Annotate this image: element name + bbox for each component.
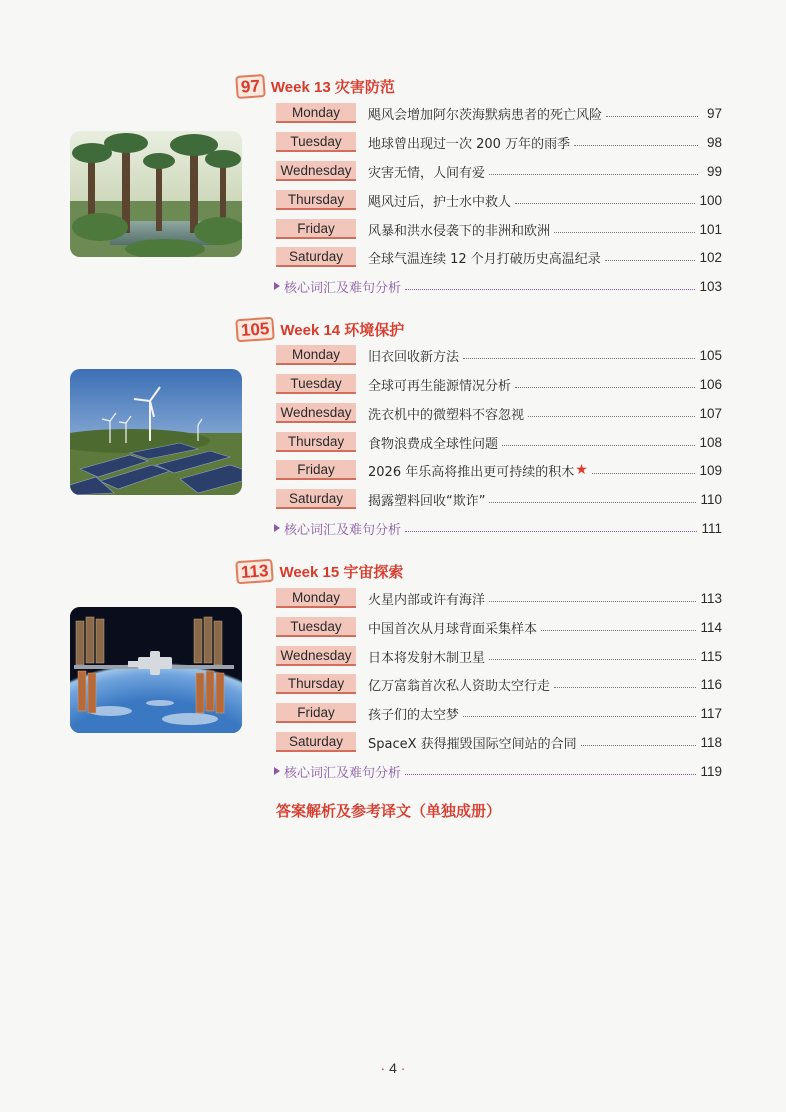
day-label: Saturday bbox=[276, 732, 356, 752]
toc-entry[interactable] bbox=[276, 673, 722, 695]
triangle-bullet-icon bbox=[274, 282, 280, 290]
page-number: 117 bbox=[700, 705, 722, 721]
toc-entry[interactable] bbox=[276, 160, 722, 182]
toc-entry[interactable] bbox=[276, 402, 722, 424]
dot-leader bbox=[554, 232, 695, 233]
dot-leader bbox=[405, 531, 697, 532]
dot-leader bbox=[489, 601, 696, 602]
day-label: Saturday bbox=[276, 247, 356, 267]
toc-entry[interactable] bbox=[276, 344, 722, 366]
vocab-entry[interactable] bbox=[274, 517, 722, 539]
day-label: Thursday bbox=[276, 674, 356, 694]
answers-section-title: 答案解析及参考译文（单独成册） bbox=[276, 802, 502, 820]
international-space-station-illustration bbox=[70, 607, 242, 733]
page-number: 98 bbox=[706, 134, 722, 150]
dot-leader bbox=[489, 659, 696, 660]
entry-title: 飓风过后，护士水中救人 bbox=[368, 194, 512, 210]
week-title: Week 14 环境保护 bbox=[280, 321, 405, 339]
page-badge: 105 bbox=[235, 316, 275, 342]
dot-leader bbox=[592, 473, 696, 474]
toc-entry[interactable] bbox=[276, 702, 722, 724]
entry-title: SpaceX 获得摧毁国际空间站的合同 bbox=[368, 736, 577, 752]
entry-title: 全球气温连续 12 个月打破历史高温纪录 bbox=[368, 251, 601, 267]
page-number: 101 bbox=[699, 221, 722, 237]
dot-leader bbox=[605, 260, 696, 261]
entry-title: 全球可再生能源情况分析 bbox=[368, 378, 512, 394]
folio-number: 4 bbox=[389, 1060, 397, 1076]
toc-entry[interactable] bbox=[276, 645, 722, 667]
dot-leader bbox=[405, 289, 695, 290]
folio-dot: · bbox=[380, 1060, 386, 1076]
day-label: Tuesday bbox=[276, 617, 356, 637]
entry-title: 2026 年乐高将推出更可持续的积木 bbox=[368, 464, 575, 480]
page-number: 107 bbox=[699, 405, 722, 421]
day-label: Tuesday bbox=[276, 132, 356, 152]
entry-title: 旧衣回收新方法 bbox=[368, 349, 460, 365]
dot-leader bbox=[463, 716, 696, 717]
page-number: 110 bbox=[700, 491, 722, 507]
day-label: Saturday bbox=[276, 489, 356, 509]
dot-leader bbox=[405, 774, 696, 775]
entry-title: 食物浪费成全球性问题 bbox=[368, 436, 499, 452]
dot-leader bbox=[574, 145, 698, 146]
vocab-label: 核心词汇及难句分析 bbox=[284, 522, 402, 538]
entry-title: 日本将发射木制卫星 bbox=[368, 650, 486, 666]
triangle-bullet-icon bbox=[274, 767, 280, 775]
day-label: Thursday bbox=[276, 190, 356, 210]
toc-entry[interactable] bbox=[276, 131, 722, 153]
toc-entry[interactable] bbox=[276, 373, 722, 395]
dot-leader bbox=[541, 630, 696, 631]
page-number: 111 bbox=[701, 520, 722, 536]
week-section-13 bbox=[236, 74, 726, 304]
page-number: 105 bbox=[699, 347, 722, 363]
page-number: 114 bbox=[700, 619, 722, 635]
week-title: Week 13 灾害防范 bbox=[270, 78, 395, 96]
toc-entry[interactable] bbox=[276, 488, 722, 510]
dot-leader bbox=[528, 416, 695, 417]
vocab-entry[interactable] bbox=[274, 760, 722, 782]
day-label: Monday bbox=[276, 103, 356, 123]
page-number: 97 bbox=[706, 105, 722, 121]
day-label: Monday bbox=[276, 345, 356, 365]
dot-leader bbox=[554, 687, 696, 688]
dot-leader bbox=[515, 387, 695, 388]
day-label: Friday bbox=[276, 219, 356, 239]
dot-leader bbox=[515, 203, 695, 204]
dot-leader bbox=[502, 445, 695, 446]
toc-entry[interactable] bbox=[276, 616, 722, 638]
page-badge: 113 bbox=[235, 558, 274, 584]
vocab-entry[interactable] bbox=[274, 275, 722, 297]
triangle-bullet-icon bbox=[274, 524, 280, 532]
day-label: Friday bbox=[276, 703, 356, 723]
dot-leader bbox=[489, 174, 698, 175]
day-label: Tuesday bbox=[276, 374, 356, 394]
page-number: 108 bbox=[699, 434, 722, 450]
toc-entry[interactable] bbox=[276, 218, 722, 240]
page-number: 109 bbox=[699, 462, 722, 478]
day-label: Monday bbox=[276, 588, 356, 608]
page-number: 119 bbox=[700, 763, 722, 779]
page-folio bbox=[0, 1060, 786, 1076]
dot-leader bbox=[581, 745, 697, 746]
dot-leader bbox=[606, 116, 698, 117]
folio-dot: · bbox=[400, 1060, 406, 1076]
entry-title: 地球曾出现过一次 200 万年的雨季 bbox=[368, 136, 571, 152]
week-title: Week 15 宇宙探索 bbox=[279, 563, 404, 581]
page-number: 106 bbox=[699, 376, 722, 392]
vocab-label: 核心词汇及难句分析 bbox=[284, 280, 402, 296]
toc-entry[interactable] bbox=[276, 431, 722, 453]
page-number: 116 bbox=[700, 676, 722, 692]
star-icon: ★ bbox=[575, 462, 588, 478]
entry-title: 亿万富翁首次私人资助太空行走 bbox=[368, 678, 551, 694]
entry-title: 中国首次从月球背面采集样本 bbox=[368, 621, 538, 637]
toc-entry[interactable] bbox=[276, 102, 722, 124]
entry-title: 飓风会增加阿尔茨海默病患者的死亡风险 bbox=[368, 107, 603, 123]
entry-title: 火星内部或许有海洋 bbox=[368, 592, 486, 608]
day-label: Wednesday bbox=[276, 161, 356, 181]
week-header bbox=[236, 317, 404, 341]
vocab-label: 核心词汇及难句分析 bbox=[284, 765, 402, 781]
page-number: 113 bbox=[700, 590, 722, 606]
page-badge: 97 bbox=[235, 74, 265, 99]
toc-entry[interactable] bbox=[276, 246, 722, 268]
toc-entry[interactable] bbox=[276, 587, 722, 609]
day-label: Thursday bbox=[276, 432, 356, 452]
week-section-14 bbox=[236, 317, 726, 547]
entry-title: 灾害无情，人间有爱 bbox=[368, 165, 486, 181]
entry-title: 洗衣机中的微塑料不容忽视 bbox=[368, 407, 525, 423]
prehistoric-swamp-forest-illustration bbox=[70, 131, 242, 257]
entry-title: 揭露塑料回收“欺诈” bbox=[368, 493, 486, 509]
page-number: 118 bbox=[700, 734, 722, 750]
page-number: 103 bbox=[699, 278, 722, 294]
page-number: 100 bbox=[699, 192, 722, 208]
entry-title: 风暴和洪水侵袭下的非洲和欧洲 bbox=[368, 223, 551, 239]
week-header bbox=[236, 74, 395, 98]
page-number: 115 bbox=[700, 648, 722, 664]
dot-leader bbox=[463, 358, 695, 359]
wind-turbines-solar-panels-illustration bbox=[70, 369, 242, 495]
week-header bbox=[236, 559, 403, 583]
toc-entry[interactable] bbox=[276, 459, 722, 481]
dot-leader bbox=[489, 502, 696, 503]
week-section-15 bbox=[236, 559, 726, 789]
day-label: Wednesday bbox=[276, 403, 356, 423]
toc-entry[interactable] bbox=[276, 189, 722, 211]
entry-title: 孩子们的太空梦 bbox=[368, 707, 460, 723]
day-label: Wednesday bbox=[276, 646, 356, 666]
page-number: 99 bbox=[706, 163, 722, 179]
day-label: Friday bbox=[276, 460, 356, 480]
page-number: 102 bbox=[699, 249, 722, 265]
toc-entry[interactable] bbox=[276, 731, 722, 753]
